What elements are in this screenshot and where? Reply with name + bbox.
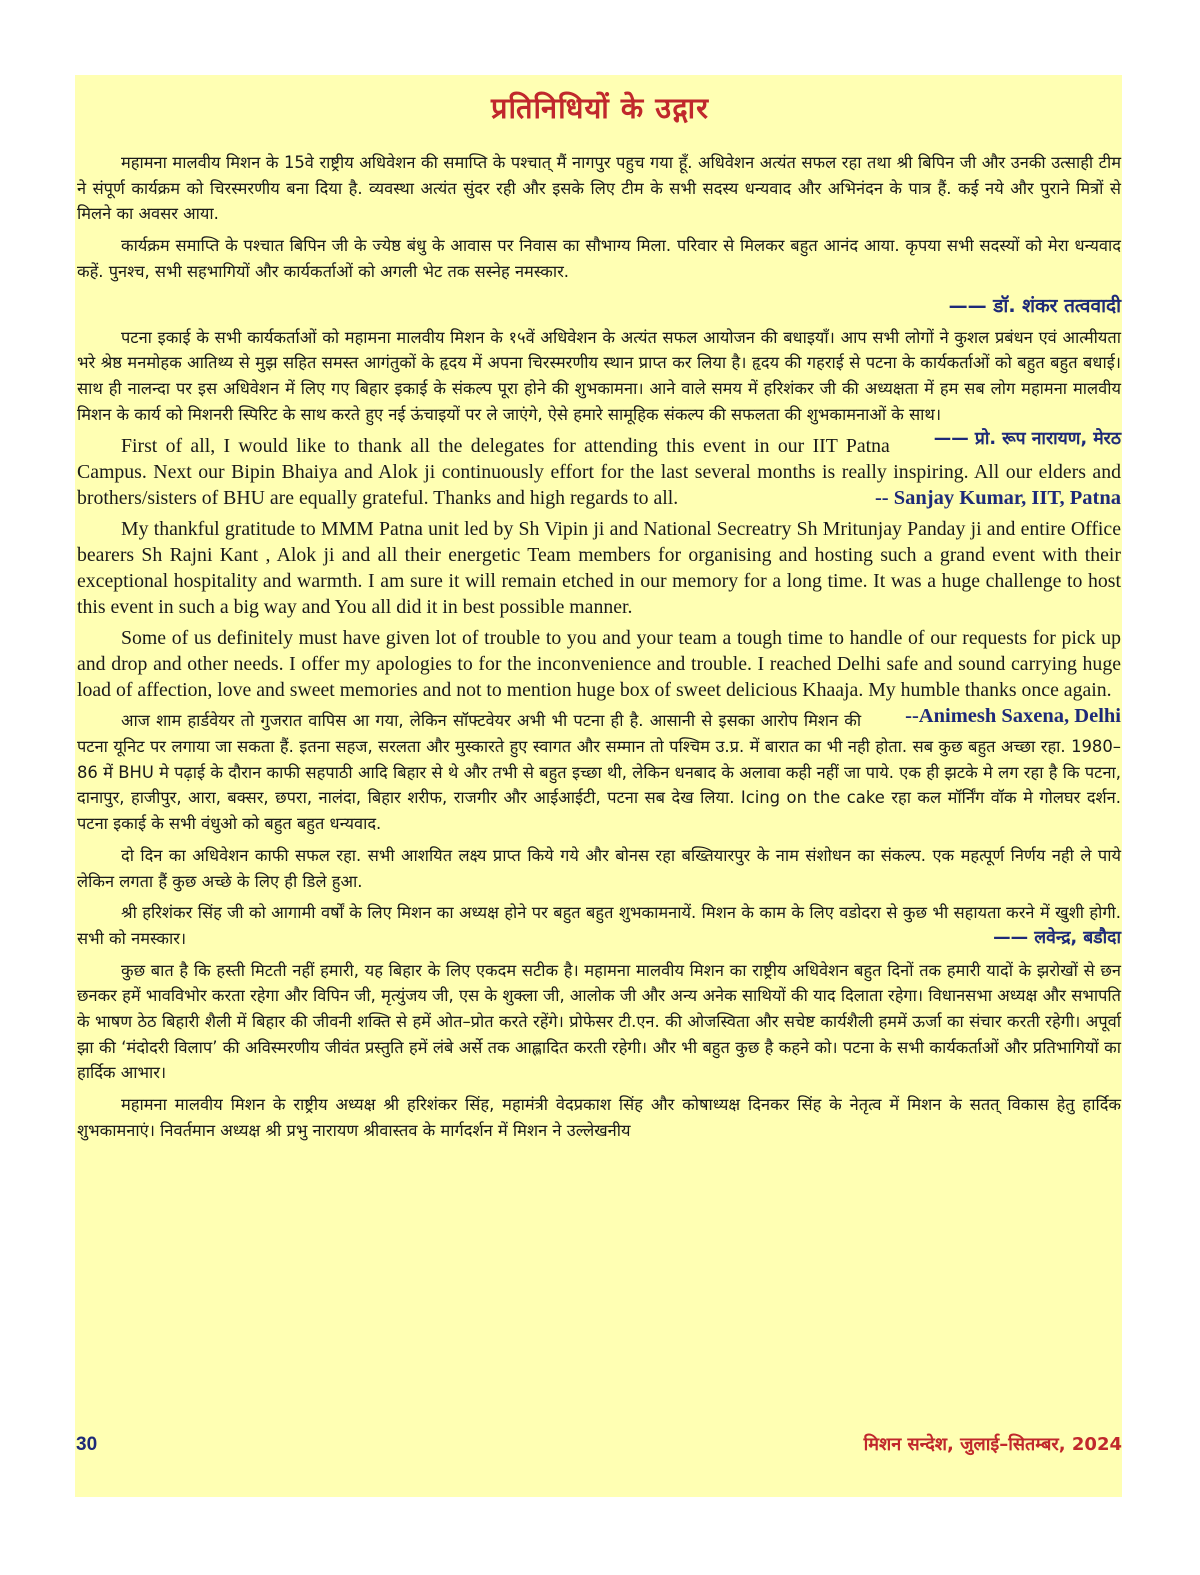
paragraph-8: दो दिन का अधिवेशन काफी सफल रहा. सभी आशयित लक्ष्य प्राप्त किये गये और बोनस रहा बख्तियारपुर के नाम संशोधन का संकल्प. एक महत्पूर्ण निर्णय नही ले पाये लेकिन लगता हैं कुछ अच्छे के लिए ही डिले हुआ. [77, 845, 1121, 891]
article-body [77, 150, 1121, 1150]
paragraph-9-text: श्री हरिशंकर सिंह जी को आगामी वर्षों के लिए मिशन का अध्यक्ष होने पर बहुत बहुत शुभकामनायें. मिशन के काम के लिए वडोदरा से कुछ भी सहायता करने में खुशी होगी. सभी को नमस्कार। [77, 903, 1121, 948]
page-title: प्रतिनिधियों के उद्गार [490, 91, 709, 125]
paragraph-10: कुछ बात है कि हस्ती मिटती नहीं हमारी, यह बिहार के लिए एकदम सटीक है। महामना मालवीय मिशन का राष्ट्रीय अधिवेशन बहुत दिनों तक हमारी यादों के झरोखों से छन छनकर हमें भावविभोर करता रहेगा और विपिन जी, मृत्युंजय जी, एस के शुक्ला जी, आलोक जी और अन्य अनेक साथियों की याद दिलाता रहेगा। विधानसभा अध्यक्ष और सभापति के भाषण ठेठ बिहारी शैली में बिहार की जीवनी शक्ति से हमें ओत–प्रोत करते रहेंगे। प्रोफेसर टी.एन. की ओजस्विता और सचेष्ट कार्यशैली हममें ऊर्जा का संचार करती रहेगी। अपूर्वा झा की ‘मंदोदरी विलाप’ की अविस्मरणीय जीवंत प्रस्तुति हमें लंबे अर्से तक आह्लादित करती रहेगी। और भी बहुत कुछ है कहने को। पटना के सभी कार्यकर्ताओं और प्रतिभागियों का हार्दिक आभार। [77, 960, 1121, 1083]
paragraph-9 [77, 900, 1121, 951]
paragraph-6 [77, 625, 1121, 728]
signature-animesh-saxena: --Animesh Saxena, Delhi [905, 705, 1121, 728]
paragraph-1: महामना मालवीय मिशन के 15वे राष्ट्रीय अधिवेशन की समाप्ति के पश्चात् मैं नागपुर पहुच गया हूँ. अधिवेशन अत्यंत सफल रहा तथा श्री बिपिन जी और उनकी उत्साही टीम ने संपूर्ण कार्यक्रम को चिरस्मरणीय बना दिया है. व्यवस्था अत्यंत सुंदर रही और इसके लिए टीम के सभी सदस्य धन्यवाद और अभिनंदन के पात्र हैं. कई नये और पुराने मित्रों से मिलने का अवसर आया. [77, 153, 1121, 224]
signature-roop-narayan: —— प्रो. रूप नारायण, मेरठ [933, 429, 1121, 450]
signature-shankar: —— डॉ. शंकर तत्ववादी [948, 294, 1121, 317]
publication-footer: मिशन सन्देश, जुलाई–सितम्बर, 2024 [863, 1434, 1122, 1455]
paragraph-6-text: Some of us definitely must have given lot of trouble to you and your team a tough time to handle of our requests for pick up and drop and other needs. I offer my apologies to for the inconvenience and trouble. I reached Delhi safe and sound carrying huge load of affection, love and sweet memories and not to mention huge box of sweet delicious Khaaja. My humble thanks once again. [77, 627, 1121, 702]
signature-lavendra: —— लवेन्द्र, बडौदा [993, 927, 1121, 948]
page-number: 30 [76, 1434, 98, 1455]
paragraph-2: कार्यक्रम समाप्ति के पश्चात बिपिन जी के ज्येष्ठ बंधु के आवास पर निवास का सौभाग्य मिला. परिवार से मिलकर बहुत आनंद आया. कृपया सभी सदस्यों को मेरा धन्यवाद कहें. पुनश्च, सभी सहभागियों और कार्यकर्ताओं को अगली भेट तक सस्नेह नमस्कार. [77, 236, 1121, 281]
paragraph-3 [77, 325, 1121, 450]
paragraph-7: आज शाम हार्डवेयर तो गुजरात वापिस आ गया, लेकिन सॉफ्टवेयर अभी भी पटना ही है. आसानी से इसका आरोप मिशन की पटना यूनिट पर लगाया जा सकता हैं. इतना सहज, सरलता और मुस्कारते हुए स्वागत और सम्मान तो पश्चिम उ.प्र. में बारात का भी नही होता. सब कुछ बहुत अच्छा रहा. 1980–86 में BHU मे पढ़ाई के दौरान काफी सहपाठी आदि बिहार से थे और तभी से बहुत इच्छा थी, लेकिन धनबाद के अलावा कही नहीं जा पाये. एक ही झटके मे लग रहा है कि पटना, दानापुर, हाजीपुर, आरा, बक्सर, छपरा, नालंदा, बिहार शरीफ, राजगीर और आईआईटी, पटना सब देख लिया. Icing on the cake रहा कल मॉर्निंग वॉक मे गोलघर दर्शन. पटना इकाई के सभी वंधुओ को बहुत बहुत धन्यवाद. [77, 711, 1121, 834]
signature-sanjay-kumar: -- Sanjay Kumar, IIT, Patna [874, 487, 1121, 510]
paragraph-11: महामना मालवीय मिशन के राष्ट्रीय अध्यक्ष श्री हरिशंकर सिंह, महामंत्री वेदप्रकाश सिंह और कोषाध्यक्ष दिनकर सिंह के नेतृत्व में मिशन के सतत् विकास हेतु हार्दिक शुभकामनाएं। निवर्तमान अध्यक्ष श्री प्रभु नारायण श्रीवास्तव के मार्गदर्शन में मिशन ने उल्लेखनीय [77, 1095, 1121, 1140]
paragraph-4-text: First of all, I would like to thank all the delegates for attending this event in our IIT Patna Campus. Next our Bipin Bhaiya and Alok ji continuously effort for the last several months is really inspiring. All our elders and brothers/sisters of BHU are equally grateful. Thanks and high regards to all. [77, 435, 1121, 510]
paragraph-5: My thankful gratitude to MMM Patna unit led by Sh Vipin ji and National Secreatry Sh Mritunjay Panday ji and entire Office bearers Sh Rajni Kant , Alok ji and all their energetic Team members for organising and hosting such a grand event with their exceptional hospitality and warmth. I am sure it will remain etched in our memory for a long time. It was a huge challenge to host this event in such a big way and You all did it in best possible manner. [77, 518, 1121, 619]
paragraph-3-text: पटना इकाई के सभी कार्यकर्ताओं को महामना मालवीय मिशन के १५वें अधिवेशन के अत्यंत सफल आयोजन की बधाइयाँ। आप सभी लोगों ने कुशल प्रबंधन एवं आत्मीयता भरे श्रेष्ठ मनमोहक आतिथ्य से मुझ सहित समस्त आगंतुकों के हृदय में अपना चिरस्मरणीय स्थान प्राप्त कर लिया है। हृदय की गहराई से पटना के कार्यकर्ताओं को बहुत बहुत बधाई। साथ ही नालन्दा पर इस अधिवेशन में लिए गए बिहार इकाई के संकल्प पूरा होने की शुभकामना। आने वाले समय में हरिशंकर जी की अध्यक्षता में हम सब लोग महामना मालवीय मिशन के कार्य को मिशनरी स्पिरिट के साथ करते हुए नई ऊंचाइयों पर ले जाएंगे, ऐसे हमारे सामूहिक संकल्प की सफलता की शुभकामनाओं के साथ। [77, 327, 1121, 424]
